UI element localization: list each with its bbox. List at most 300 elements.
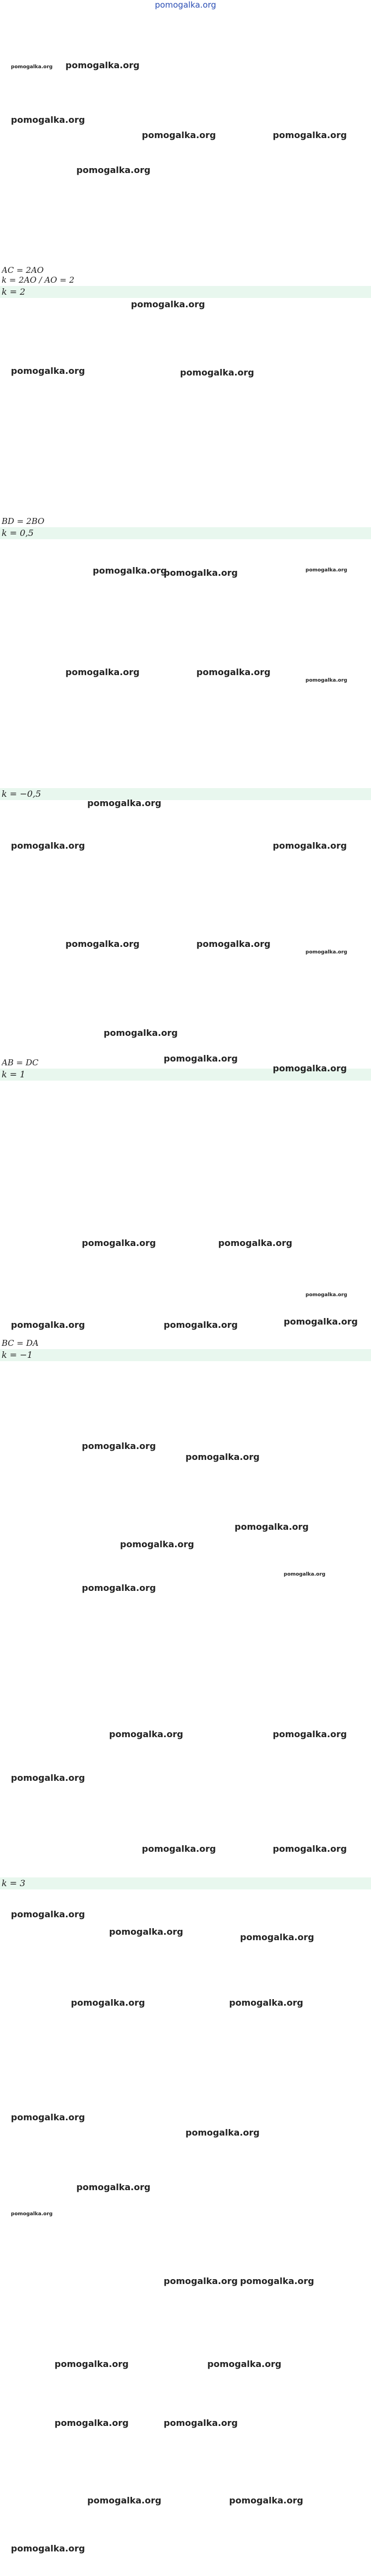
watermark-text: pomogalka.org <box>273 1063 347 1074</box>
solution-line <box>2 1680 371 1690</box>
solution-line <box>2 1442 371 1452</box>
solution-line <box>2 881 371 891</box>
watermark-text: pomogalka.org <box>164 2418 238 2428</box>
solution-line <box>2 1083 371 1093</box>
solution-line <box>2 477 371 487</box>
solution-line <box>2 551 371 561</box>
watermark-text: pomogalka.org <box>109 1927 183 1937</box>
solution-line <box>2 128 371 138</box>
solution-line <box>2 1911 371 1921</box>
solution-line <box>2 2029 371 2039</box>
solution-line <box>2 1230 371 1240</box>
solution-line <box>2 2228 371 2238</box>
watermark-text: pomogalka.org <box>11 2543 85 2554</box>
solution-line <box>2 10 371 20</box>
solution-line <box>2 339 371 349</box>
watermark-text: pomogalka.org <box>76 2182 151 2192</box>
solution-line <box>2 20 371 29</box>
solution-line <box>2 1038 371 1048</box>
solution-line <box>2 689 371 699</box>
watermark-text: pomogalka.org <box>109 1729 183 1739</box>
watermark-text: pomogalka.org <box>185 2127 260 2138</box>
solution-line <box>2 1788 371 1798</box>
solution-line <box>2 767 371 777</box>
solution-line <box>2 98 371 108</box>
solution-line <box>2 1481 371 1491</box>
watermark-text: pomogalka.org <box>284 1316 358 1327</box>
solution-line <box>2 1931 371 1941</box>
solution-line <box>2 1412 371 1422</box>
math-line <box>2 777 371 787</box>
solution-line <box>2 2039 371 2049</box>
math-line <box>2 1867 371 1876</box>
watermark-text: pomogalka.org <box>11 840 85 851</box>
solution-line <box>2 1279 371 1289</box>
watermark-text: pomogalka.org <box>71 1997 145 2008</box>
solution-line <box>2 1152 371 1161</box>
watermark-text: pomogalka.org <box>196 667 271 677</box>
solution-line <box>2 748 371 758</box>
watermark-text: pomogalka.org <box>87 798 161 808</box>
solution-line <box>2 1191 371 1201</box>
solution-line <box>2 1112 371 1122</box>
solution-line <box>2 1501 371 1511</box>
solution-line <box>2 1778 371 1788</box>
solution-line <box>2 718 371 728</box>
solution-line <box>2 29 371 39</box>
solution-line <box>2 1960 371 1970</box>
watermark-text: pomogalka.org <box>131 299 205 309</box>
solution-line <box>2 497 371 506</box>
solution-line <box>2 359 371 369</box>
watermark-text: pomogalka.org <box>284 1572 326 1577</box>
watermark-text: pomogalka.org <box>11 2211 53 2217</box>
solution-line <box>2 871 371 881</box>
watermark-text: pomogalka.org <box>273 1844 347 1854</box>
solution-line <box>2 2306 371 2316</box>
solution-line <box>2 679 371 689</box>
solution-line <box>2 2019 371 2029</box>
solution-line <box>2 428 371 438</box>
solution-line <box>2 1491 371 1501</box>
solution-line <box>2 1808 371 1817</box>
solution-line <box>2 1299 371 1309</box>
solution-line <box>2 659 371 669</box>
solution-line <box>2 851 371 861</box>
watermark-text: pomogalka.org <box>235 1522 309 1532</box>
math-line: AC = 2AO <box>2 265 44 275</box>
solution-line <box>2 379 371 389</box>
answer-highlight: k = 0,5 <box>0 527 371 539</box>
solution-line <box>2 2316 371 2326</box>
solution-line <box>2 571 371 581</box>
solution-line <box>2 669 371 679</box>
solution-line <box>2 320 371 330</box>
solution-line <box>2 812 371 822</box>
solution-line <box>2 398 371 408</box>
solution-line <box>2 1132 371 1142</box>
watermark-text: pomogalka.org <box>11 64 53 70</box>
solution-line <box>2 2118 371 2127</box>
solution-line <box>2 118 371 128</box>
solution-line <box>2 920 371 930</box>
solution-line <box>2 2277 371 2287</box>
solution-line <box>2 832 371 842</box>
watermark-text: pomogalka.org <box>306 1292 348 1298</box>
solution-line <box>2 1951 371 1960</box>
solution-line <box>2 448 371 457</box>
solution-line <box>2 1009 371 1018</box>
solution-section <box>2 1892 371 2157</box>
solution-section <box>2 2159 371 2336</box>
solution-line <box>2 1471 371 1481</box>
solution-line <box>2 2000 371 2009</box>
solution-line <box>2 1560 371 1570</box>
solution-line <box>2 620 371 630</box>
solution-line <box>2 861 371 871</box>
solution-line <box>2 989 371 999</box>
solution-line <box>2 2189 371 2198</box>
solution-line <box>2 2009 371 2019</box>
solution-line <box>2 1028 371 1038</box>
solution-line <box>2 1758 371 1768</box>
solution-content <box>0 10 371 2336</box>
watermark-text: pomogalka.org <box>164 2276 238 2286</box>
solution-line <box>2 1102 371 1112</box>
solution-line <box>2 1570 371 1579</box>
watermark-text: pomogalka.org <box>229 2495 303 2506</box>
solution-line <box>2 1220 371 1230</box>
watermark-text: pomogalka.org <box>218 1238 292 1248</box>
watermark-text: pomogalka.org <box>65 667 140 677</box>
solution-line <box>2 1990 371 2000</box>
solution-line <box>2 1550 371 1560</box>
solution-line <box>2 2088 371 2098</box>
solution-line <box>2 2247 371 2257</box>
solution-line <box>2 1289 371 1299</box>
watermark-text: pomogalka.org <box>196 939 271 949</box>
solution-line <box>2 1319 371 1328</box>
answer-highlight: k = 2 <box>0 286 371 298</box>
solution-line <box>2 1269 371 1279</box>
solution-line <box>2 901 371 910</box>
solution-line <box>2 2218 371 2228</box>
solution-section <box>2 1083 371 1361</box>
solution-line <box>2 49 371 59</box>
solution-line <box>2 1540 371 1550</box>
solution-line <box>2 1901 371 1911</box>
solution-section <box>2 802 371 1081</box>
solution-line <box>2 1452 371 1462</box>
solution-line <box>2 1018 371 1028</box>
solution-line <box>2 2198 371 2208</box>
watermark-text: pomogalka.org <box>229 1997 303 2008</box>
solution-line <box>2 930 371 940</box>
solution-line <box>2 1739 371 1749</box>
solution-section <box>2 1363 371 1619</box>
solution-line <box>2 2159 371 2169</box>
solution-line <box>2 408 371 418</box>
watermark-text: pomogalka.org <box>55 2418 129 2428</box>
solution-line <box>2 330 371 339</box>
solution-line <box>2 1749 371 1758</box>
solution-line <box>2 147 371 157</box>
solution-line <box>2 467 371 477</box>
watermark-text: pomogalka.org <box>273 840 347 851</box>
answer-highlight: k = −0,5 <box>0 788 371 800</box>
watermark-text: pomogalka.org <box>273 130 347 140</box>
solution-line <box>2 457 371 467</box>
watermark-text: pomogalka.org <box>142 1844 216 1854</box>
solution-line <box>2 699 371 708</box>
solution-line <box>2 255 371 265</box>
solution-line <box>2 1599 371 1609</box>
solution-line <box>2 600 371 610</box>
solution-section <box>2 1621 371 1889</box>
watermark-text: pomogalka.org <box>65 60 140 70</box>
solution-line <box>2 157 371 167</box>
solution-line <box>2 506 371 516</box>
site-header-link[interactable]: pomogalka.org <box>154 0 217 10</box>
solution-line <box>2 389 371 398</box>
solution-line <box>2 910 371 920</box>
solution-line <box>2 1589 371 1599</box>
solution-line <box>2 2287 371 2297</box>
solution-line <box>2 1631 371 1641</box>
solution-line <box>2 1970 371 1980</box>
solution-line <box>2 1260 371 1269</box>
solution-line <box>2 2238 371 2247</box>
math-line: BC = DA <box>2 1338 39 1348</box>
math-line <box>2 2326 371 2336</box>
solution-line <box>2 187 371 196</box>
solution-line <box>2 1240 371 1250</box>
watermark-text: pomogalka.org <box>142 130 216 140</box>
solution-line <box>2 177 371 187</box>
solution-line <box>2 842 371 851</box>
solution-line <box>2 610 371 620</box>
watermark-text: pomogalka.org <box>185 1452 260 1462</box>
solution-line <box>2 1383 371 1393</box>
solution-line <box>2 69 371 79</box>
solution-line <box>2 1048 371 1058</box>
watermark-text: pomogalka.org <box>11 1773 85 1783</box>
solution-line <box>2 1847 371 1857</box>
solution-line <box>2 1328 371 1338</box>
solution-line <box>2 1690 371 1700</box>
solution-line <box>2 1142 371 1152</box>
watermark-text: pomogalka.org <box>164 1053 238 1064</box>
watermark-text: pomogalka.org <box>120 1539 194 1549</box>
answer-highlight: k = 1 <box>0 1069 371 1081</box>
solution-line <box>2 979 371 989</box>
solution-line <box>2 226 371 236</box>
solution-line <box>2 561 371 571</box>
solution-line <box>2 1171 371 1181</box>
solution-line <box>2 1837 371 1847</box>
solution-line <box>2 2127 371 2137</box>
solution-line <box>2 196 371 206</box>
solution-line <box>2 1709 371 1719</box>
solution-line <box>2 999 371 1009</box>
watermark-text: pomogalka.org <box>240 2276 314 2286</box>
watermark-text: pomogalka.org <box>207 2359 282 2369</box>
watermark-text: pomogalka.org <box>11 115 85 125</box>
solution-line <box>2 1621 371 1631</box>
solution-line <box>2 1161 371 1171</box>
watermark-text: pomogalka.org <box>11 1909 85 1919</box>
solution-line <box>2 2059 371 2068</box>
watermark-text: pomogalka.org <box>55 2359 129 2369</box>
solution-line <box>2 88 371 98</box>
solution-line <box>2 349 371 359</box>
solution-line <box>2 1660 371 1670</box>
solution-line <box>2 1403 371 1412</box>
solution-line <box>2 1650 371 1660</box>
solution-line <box>2 1462 371 1471</box>
solution-line <box>2 649 371 659</box>
watermark-text: pomogalka.org <box>82 1441 156 1451</box>
watermark-text: pomogalka.org <box>87 2495 161 2506</box>
watermark-text: pomogalka.org <box>93 565 167 576</box>
solution-line <box>2 418 371 428</box>
solution-line <box>2 1530 371 1540</box>
solution-line <box>2 591 371 600</box>
solution-line <box>2 1921 371 1931</box>
solution-line <box>2 802 371 812</box>
watermark-text: pomogalka.org <box>11 366 85 376</box>
solution-line <box>2 1798 371 1808</box>
solution-line <box>2 959 371 969</box>
solution-line <box>2 2169 371 2179</box>
solution-line <box>2 1201 371 1211</box>
solution-line <box>2 1579 371 1589</box>
solution-line <box>2 236 371 246</box>
solution-line <box>2 708 371 718</box>
watermark-text: pomogalka.org <box>240 1932 314 1942</box>
math-line: k = 2AO / AO = 2 <box>2 275 75 285</box>
solution-line <box>2 2208 371 2218</box>
math-line: AB = DC <box>2 1058 39 1068</box>
watermark-text: pomogalka.org <box>273 1729 347 1739</box>
watermark-text: pomogalka.org <box>65 939 140 949</box>
answer-highlight: k = −1 <box>0 1349 371 1361</box>
solution-line <box>2 940 371 950</box>
solution-line <box>2 1700 371 1709</box>
solution-line <box>2 2078 371 2088</box>
solution-line <box>2 1941 371 1951</box>
solution-line <box>2 1768 371 1778</box>
solution-line <box>2 1093 371 1102</box>
solution-line <box>2 1520 371 1530</box>
watermark-text: pomogalka.org <box>82 1238 156 1248</box>
solution-line <box>2 438 371 448</box>
watermark-text: pomogalka.org <box>180 367 254 378</box>
solution-line <box>2 1181 371 1191</box>
solution-line <box>2 891 371 901</box>
solution-line <box>2 246 371 255</box>
solution-line <box>2 2108 371 2118</box>
solution-line <box>2 1211 371 1220</box>
solution-line <box>2 1670 371 1680</box>
watermark-text: pomogalka.org <box>306 678 348 683</box>
solution-line <box>2 822 371 832</box>
watermark-text: pomogalka.org <box>306 568 348 573</box>
solution-line <box>2 108 371 118</box>
solution-line <box>2 630 371 640</box>
solution-line <box>2 1309 371 1319</box>
watermark-text: pomogalka.org <box>306 950 348 955</box>
solution-line <box>2 216 371 226</box>
solution-line <box>2 1857 371 1867</box>
solution-line <box>2 1122 371 1132</box>
solution-line <box>2 39 371 49</box>
math-line: BD = 2BO <box>2 516 45 526</box>
solution-line <box>2 1827 371 1837</box>
solution-line <box>2 1719 371 1729</box>
solution-line <box>2 1641 371 1650</box>
solution-line <box>2 2137 371 2147</box>
solution-line <box>2 969 371 979</box>
solution-line <box>2 2179 371 2189</box>
solution-line <box>2 2297 371 2306</box>
solution-line <box>2 1432 371 1442</box>
watermark-text: pomogalka.org <box>11 1320 85 1330</box>
watermark-text: pomogalka.org <box>164 1320 238 1330</box>
solution-line <box>2 1393 371 1403</box>
watermark-text: pomogalka.org <box>11 2112 85 2122</box>
solution-line <box>2 738 371 748</box>
solution-section <box>2 300 371 539</box>
solution-line <box>2 79 371 88</box>
solution-line <box>2 1817 371 1827</box>
solution-line <box>2 310 371 320</box>
solution-line <box>2 581 371 591</box>
solution-line <box>2 2267 371 2277</box>
solution-line <box>2 640 371 649</box>
solution-line <box>2 2068 371 2078</box>
solution-line <box>2 2049 371 2059</box>
math-line <box>2 2147 371 2157</box>
solution-line <box>2 300 371 310</box>
watermark-text: pomogalka.org <box>104 1028 178 1038</box>
solution-line <box>2 758 371 767</box>
solution-line <box>2 950 371 959</box>
solution-line <box>2 1980 371 1990</box>
solution-line <box>2 728 371 738</box>
watermark-text: pomogalka.org <box>164 568 238 578</box>
solution-line <box>2 1250 371 1260</box>
solution-line <box>2 138 371 147</box>
math-line <box>2 1609 371 1619</box>
solution-line <box>2 1511 371 1520</box>
solution-line <box>2 1373 371 1383</box>
solution-line <box>2 1892 371 1901</box>
watermark-text: pomogalka.org <box>76 165 151 175</box>
solution-section <box>2 541 371 800</box>
answer-highlight: k = 3 <box>0 1877 371 1889</box>
solution-line <box>2 1729 371 1739</box>
solution-line <box>2 1363 371 1373</box>
solution-section <box>2 10 371 298</box>
solution-line <box>2 2098 371 2108</box>
solution-line <box>2 1422 371 1432</box>
solution-line <box>2 167 371 177</box>
solution-line <box>2 487 371 497</box>
solution-line <box>2 541 371 551</box>
solution-line <box>2 59 371 69</box>
solution-line <box>2 206 371 216</box>
